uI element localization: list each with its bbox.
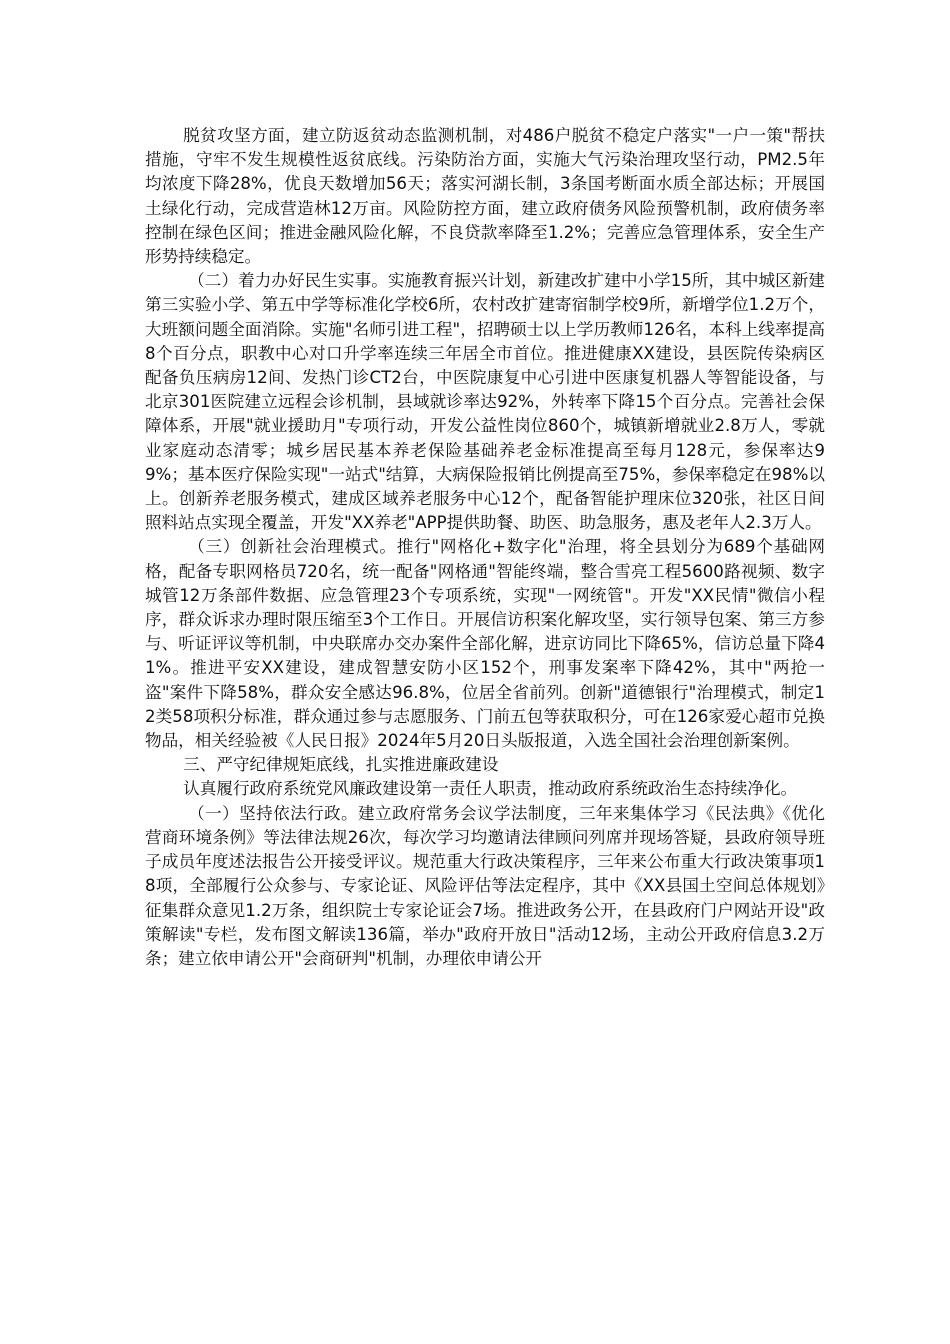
paragraph-rule-of-law: （一）坚持依法行政。建立政府常务会议学法制度，三年来集体学习《民法典》《优化营商环境条例》等法律法规26次，每次学习均邀请法律顾问列席并现场答疑，县政府领导班子成员年度述法报告公开接受评议。规范重大行政决策程序，三年来公布重大行政决策事项18项，全部履行公众参与、专家论证、风险评估等法定程序，其中《XX县国土空间总体规划》征集群众意见1.2万条，组织院士专家论证会7场。推进政务公开，在县政府门户网站开设"政策解读"专栏，发布图文解读136篇，举办"政府开放日"活动12场，主动公开政府信息3.2万条；建立依申请公开"会商研判"机制，办理依申请公开 <box>145 803 825 968</box>
paragraph-poverty-pollution-risk: 脱贫攻坚方面，建立防返贫动态监测机制，对486户脱贫不稳定户落实"一户一策"帮扶措施，守牢不发生规模性返贫底线。污染防治方面，实施大气污染治理攻坚行动，PM2.5年均浓度下降28%，优良天数增加56天；落实河湖长制，3条国考断面水质全部达标；开展国土绿化行动，完成营造林12万亩。风险防控方面，建立政府债务风险预警机制，政府债务率控制在绿色区间；推进金融风险化解，不良贷款率降至1.2%；完善应急管理体系，安全生产形势持续稳定。 <box>145 126 825 267</box>
section-heading-discipline: 三、严守纪律规矩底线，扎实推进廉政建设 <box>183 755 499 775</box>
paragraph-livelihood-projects: （二）着力办好民生实事。实施教育振兴计划，新建改扩建中小学15所，其中城区新建第三实验小学、第五中学等标准化学校6所，农村改扩建寄宿制学校9所，新增学位1.2万个，大班额问题全面消除。实施"名师引进工程"，招聘硕士以上学历教师126名，本科上线率提高8个百分点，职教中心对口升学率连续三年居全市首位。推进健康XX建设，县医院传染病区配备负压病房12间、发热门诊CT2台，中医院康复中心引进中医康复机器人等智能设备，与北京301医院建立远程会诊机制，县域就诊率达92%，外转率下降15个百分点。完善社会保障体系，开展"就业援助月"专项行动，开发公益性岗位860个，城镇新增就业2.8万人，零就业家庭动态清零；城乡居民基本养老保险基础养老金标准提高至每月128元，参保率达99%；基本医疗保险实现"一站式"结算，大病保险报销比例提高至75%，参保率稳定在98%以上。创新养老服务模式，建成区域养老服务中心12个，配备智能护理床位320张，社区日间照料站点实现全覆盖，开发"XX养老"APP提供助餐、助医、助急服务，惠及老年人2.3万人。 <box>145 271 825 533</box>
paragraph-social-governance: （三）创新社会治理模式。推行"网格化+数字化"治理，将全县划分为689个基础网格，配备专职网格员720名，统一配备"网格通"智能终端，整合雪亮工程5600路视频、数字城管12万条部件数据、应急管理23个专项系统，实现"一网统管"。开发"XX民情"微信小程序，群众诉求办理时限压缩至3个工作日。开展信访积案化解攻坚，实行领导包案、第三方参与、听证评议等机制，中央联席办交办案件全部化解，进京访同比下降65%，信访总量下降41%。推进平安XX建设，建成智慧安防小区152个，刑事发案率下降42%，其中"两抢一盗"案件下降58%，群众安全感达96.8%，位居全省前列。创新"道德银行"治理模式，制定12类58项积分标准，群众通过参与志愿服务、门前五包等获取积分，可在126家爱心超市兑换物品，相关经验被《人民日报》2024年5月20日头版报道，入选全国社会治理创新案例。 <box>145 537 825 751</box>
document-page <box>145 124 825 971</box>
paragraph-discipline-intro: 认真履行政府系统党风廉政建设第一责任人职责，推动政府系统政治生态持续净化。 <box>183 779 798 799</box>
